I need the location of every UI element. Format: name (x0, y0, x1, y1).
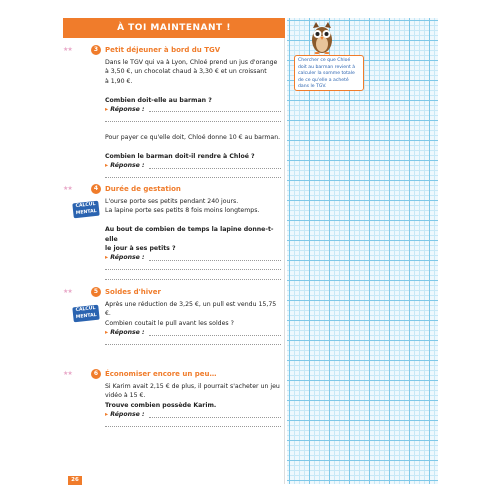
hint-box (294, 55, 364, 91)
difficulty-stars: ★★ (63, 288, 72, 295)
answer-field[interactable] (105, 161, 281, 170)
exercise-number-badge: 6 (91, 369, 101, 379)
answer-line[interactable] (105, 338, 281, 347)
exercise-number-badge: 5 (91, 287, 101, 297)
exercise-title: Durée de gestation (105, 185, 181, 193)
answer-field[interactable] (105, 328, 281, 337)
answer-field[interactable] (105, 253, 281, 262)
difficulty-stars: ★★ (63, 370, 72, 377)
answer-label: Réponse : (110, 162, 145, 170)
difficulty-stars: ★★ (63, 46, 72, 53)
exercise-number-badge: 3 (91, 45, 101, 55)
exercise-text-line: vidéo à 15 €. (105, 392, 146, 400)
section-header-title: À TOI MAINTENANT ! (117, 23, 231, 33)
exercise-number-badge: 4 (91, 184, 101, 194)
mental-math-badge (72, 201, 99, 219)
exercise-title: Soldes d'hiver (105, 288, 161, 296)
exercise-text-line: Combien coutait le pull avant les soldes ? (105, 319, 234, 327)
exercise-text-line: Si Karim avait 2,15 € de plus, il pourrait s'acheter un jeu (105, 383, 280, 390)
exercise-title: Petit déjeuner à bord du TGV (105, 46, 221, 54)
exercise-text-line: à 1,90 €. (105, 77, 133, 85)
arrow-icon: ▸ (105, 411, 109, 419)
exercise-text-line: Après une réduction de 3,25 €, un pull est vendu 15,75 €. (105, 301, 277, 318)
hint-text: Chercher ce que Chloé doit au barman revient à calculer la somme totale de ce qu'elle a acheté dans le TGV. (298, 58, 356, 89)
mental-math-label: CALCUL (75, 305, 96, 314)
exercise-text-line: Pour payer ce qu'elle doit, Chloé donne 10 € au barman. (105, 134, 281, 142)
answer-label: Réponse : (110, 411, 145, 419)
owl-icon (310, 22, 334, 54)
section-header (63, 18, 285, 38)
answer-line[interactable] (105, 171, 281, 180)
difficulty-stars: ★★ (63, 185, 72, 192)
exercise-question: Combien doit-elle au barman ? (105, 96, 212, 104)
exercise-6 (63, 369, 285, 429)
exercise-3 (63, 45, 285, 180)
arrow-icon: ▸ (105, 162, 109, 170)
arrow-icon: ▸ (105, 106, 109, 114)
answer-field[interactable] (105, 105, 281, 114)
answer-line[interactable] (105, 420, 281, 429)
answer-field[interactable] (105, 410, 281, 419)
exercise-title: Économiser encore un peu… (105, 370, 217, 378)
answer-label: Réponse : (110, 106, 145, 114)
mental-math-badge (72, 305, 99, 323)
exercise-question: Combien le barman doit-il rendre à Chloé ? (105, 153, 255, 160)
answer-line[interactable] (105, 114, 281, 123)
exercise-text-line: à 3,50 €, un chocolat chaud à 3,30 € et un croissant (105, 68, 267, 76)
exercise-text-line: Dans le TGV qui va à Lyon, Chloé prend un jus d'orange (105, 59, 278, 66)
exercise-text-line: La lapine porte ses petits 8 fois moins longtemps. (105, 207, 260, 215)
arrow-icon: ▸ (105, 254, 109, 262)
arrow-icon: ▸ (105, 329, 109, 337)
answer-label: Réponse : (110, 329, 145, 337)
exercise-question: le jour à ses petits ? (105, 245, 176, 253)
exercise-question: Au bout de combien de temps la lapine donne-t-elle (105, 226, 274, 243)
page-number: 26 (68, 476, 82, 485)
exercise-question: Trouve combien possède Karim. (105, 401, 217, 409)
mental-math-label: CALCUL (75, 201, 96, 210)
mental-math-label: MENTAL (75, 312, 97, 320)
answer-line[interactable] (105, 263, 281, 272)
exercise-text-line: L'ourse porte ses petits pendant 240 jours. (105, 198, 239, 205)
answer-line[interactable] (105, 272, 281, 281)
answer-label: Réponse : (110, 254, 145, 262)
mental-math-label: MENTAL (75, 208, 97, 216)
exercise-4 (63, 184, 285, 282)
